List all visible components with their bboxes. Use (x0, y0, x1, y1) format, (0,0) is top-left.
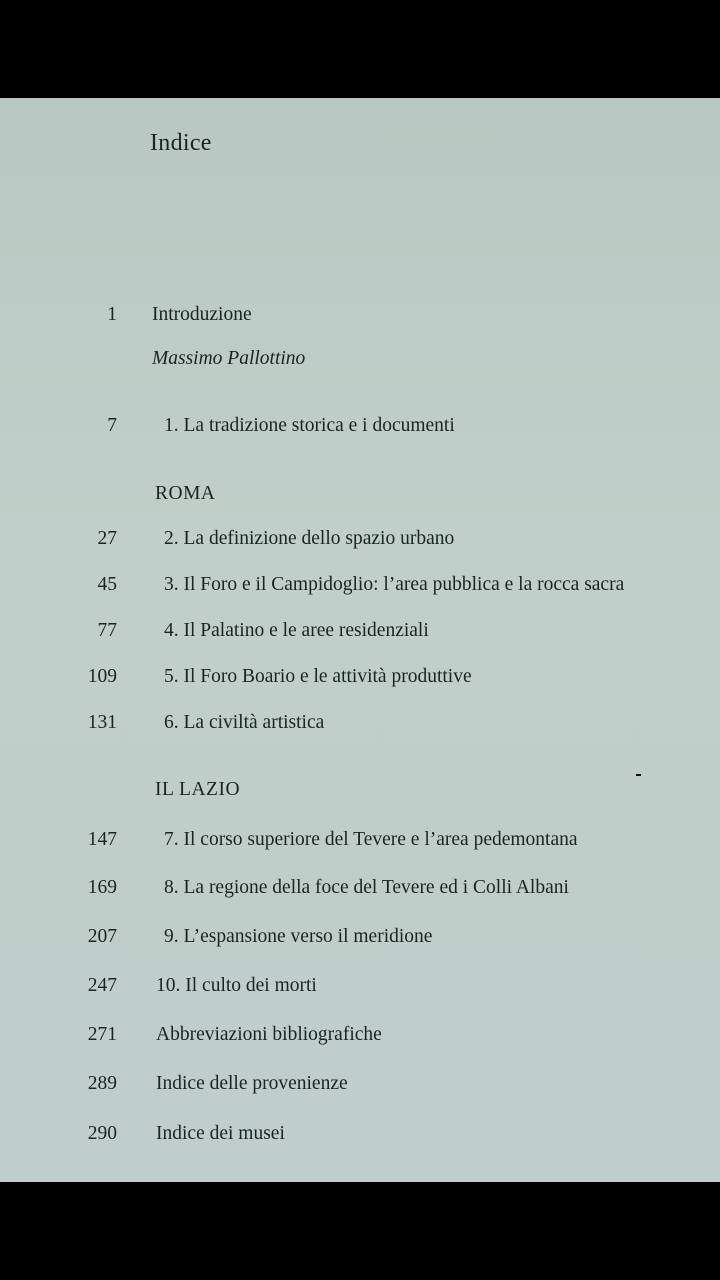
page-number: 109 (87, 666, 117, 687)
page-number: 7 (107, 415, 117, 436)
toc-entry-abbreviazioni (0, 1020, 720, 1050)
entry-title: 4. Il Palatino e le aree residenziali (164, 620, 429, 641)
section-heading-lazio: IL LAZIO (155, 779, 241, 800)
toc-entry-provenienze (0, 1069, 720, 1099)
entry-title: Abbreviazioni bibliografiche (156, 1024, 382, 1045)
page-title: Indice (150, 130, 212, 156)
toc-entry-chapter-2 (0, 524, 720, 554)
page-number: 27 (97, 528, 117, 549)
ink-speck (636, 774, 641, 776)
entry-title: 6. La civiltà artistica (164, 712, 325, 733)
entry-title: Indice dei musei (156, 1123, 285, 1144)
toc-entry-chapter-3 (0, 570, 720, 600)
entry-title: Indice delle provenienze (156, 1073, 348, 1094)
page-number: 131 (87, 712, 117, 733)
book-page (0, 98, 720, 1182)
toc-entry-chapter-4 (0, 616, 720, 646)
entry-title: 10. Il culto dei morti (156, 975, 317, 996)
page-number: 247 (87, 975, 117, 996)
entry-title: 8. La regione della foce del Tevere ed i Colli Albani (164, 877, 569, 898)
page-number: 289 (87, 1073, 117, 1094)
entry-title: 1. La tradizione storica e i documenti (164, 415, 455, 436)
author-name: Massimo Pallottino (152, 348, 306, 369)
page-number: 147 (87, 829, 117, 850)
page-number: 77 (97, 620, 117, 641)
toc-entry-introduzione (0, 300, 720, 330)
entry-title: 2. La definizione dello spazio urbano (164, 528, 455, 549)
page-number: 1 (107, 304, 117, 325)
page-number: 169 (87, 877, 117, 898)
toc-entry-chapter-10 (0, 971, 720, 1001)
entry-title: 9. L’espansione verso il meridione (164, 926, 433, 947)
toc-entry-chapter-1 (0, 411, 720, 441)
entry-title: 7. Il corso superiore del Tevere e l’area pedemontana (164, 829, 578, 850)
section-heading-roma: ROMA (155, 483, 216, 504)
page-number: 290 (87, 1123, 117, 1144)
entry-title: Introduzione (152, 304, 252, 325)
page-number: 207 (87, 926, 117, 947)
entry-title: 3. Il Foro e il Campidoglio: l’area pubblica e la rocca sacra (164, 574, 625, 595)
toc-entry-musei (0, 1119, 720, 1149)
toc-entry-chapter-8 (0, 873, 720, 903)
toc-entry-chapter-5 (0, 662, 720, 692)
toc-entry-chapter-6 (0, 708, 720, 738)
page-number: 45 (97, 574, 117, 595)
toc-entry-chapter-7 (0, 825, 720, 855)
toc-entry-chapter-9 (0, 922, 720, 952)
entry-title: 5. Il Foro Boario e le attività produttive (164, 666, 472, 687)
page-number: 271 (87, 1024, 117, 1045)
